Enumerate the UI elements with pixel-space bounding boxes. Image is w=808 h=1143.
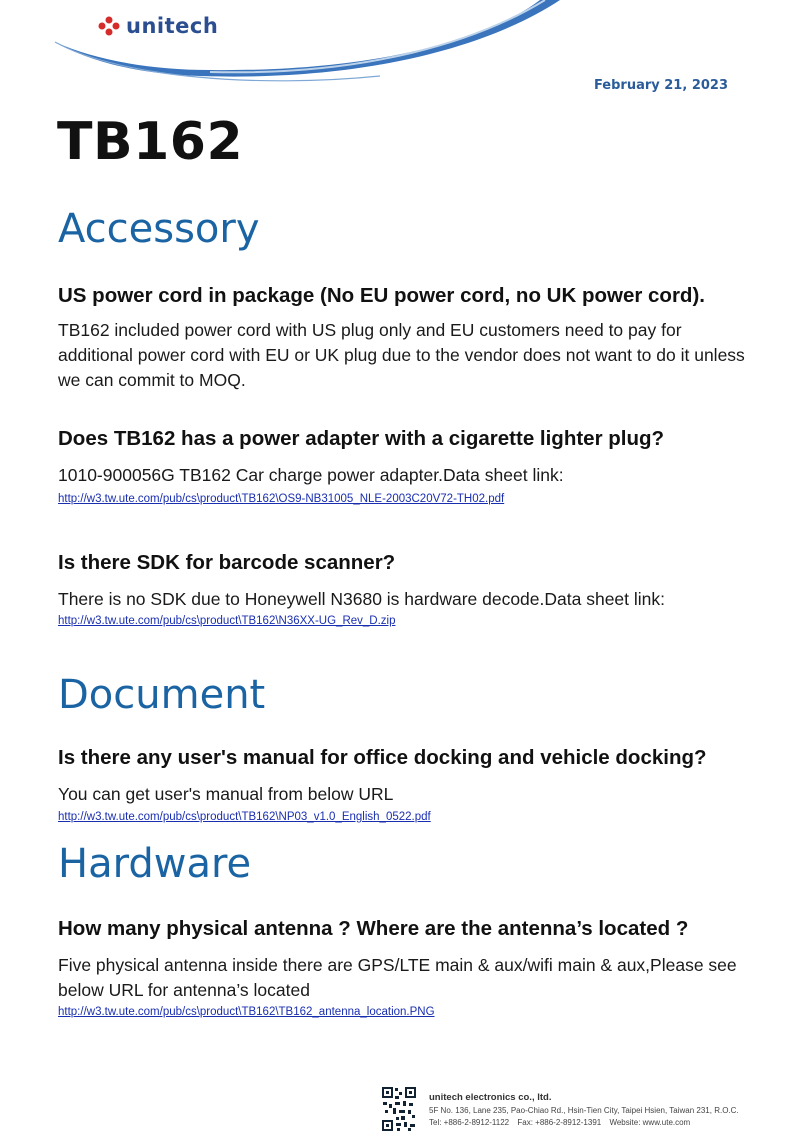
document-date: February 21, 2023 (593, 78, 728, 93)
footer-contact-line (429, 1117, 739, 1129)
page-footer (381, 1086, 739, 1132)
footer-address: 5F No. 136, Lane 235, Pao-Chiao Rd., Hsin-Tien City, Taipei Hsien, Taiwan 231, R.O.C. (429, 1106, 739, 1115)
page-title: TB162 (57, 112, 244, 172)
link-car-adapter-datasheet[interactable]: http://w3.tw.ute.com/pub/cs\product\TB162\OS9-NB31005_NLE-2003C20V72-TH02.pdf (58, 493, 505, 505)
link-antenna-location[interactable]: http://w3.tw.ute.com/pub/cs\product\TB162\TB162_antenna_location.PNG (58, 1006, 435, 1018)
footer-fax: Fax: +886-2-8912-1391 (517, 1118, 602, 1127)
footer-company: unitech electronics co., ltd. (429, 1092, 552, 1103)
company-logo (96, 14, 218, 38)
section-heading-hardware: Hardware (58, 841, 252, 887)
answer-docking-manual: You can get user's manual from below URL (58, 784, 394, 804)
link-barcode-datasheet[interactable]: http://w3.tw.ute.com/pub/cs\product\TB162\N36XX-UG_Rev_D.zip (58, 615, 396, 627)
answer-antenna: Five physical antenna inside there are GPS/LTE main & aux/wifi main & aux,Please see below URL for antenna’s located (58, 955, 737, 1000)
unitech-logo-icon (96, 15, 122, 37)
footer-contact-block (429, 1092, 739, 1129)
logo-wordmark: unitech (126, 14, 219, 38)
qr-code-icon (381, 1086, 417, 1132)
question-barcode-sdk: Is there SDK for barcode scanner? (58, 551, 396, 574)
link-docking-manual[interactable]: http://w3.tw.ute.com/pub/cs\product\TB162\NP03_v1.0_English_0522.pdf (58, 811, 431, 823)
question-car-adapter: Does TB162 has a power adapter with a cigarette lighter plug? (58, 427, 665, 450)
answer-car-adapter: 1010-900056G TB162 Car charge power adapter.Data sheet link: (58, 465, 564, 485)
question-docking-manual: Is there any user's manual for office docking and vehicle docking? (58, 746, 707, 769)
answer-power-cord: TB162 included power cord with US plug only and EU customers need to pay for additional power cord with EU or UK plug due to the vendor does not want to do it unless we can commit to MOQ. (58, 320, 745, 390)
question-power-cord: US power cord in package (No EU power cord, no UK power cord). (58, 284, 705, 307)
footer-tel: Tel: +886-2-8912-1122 (429, 1118, 510, 1127)
answer-barcode-sdk: There is no SDK due to Honeywell N3680 is hardware decode.Data sheet link: (58, 589, 666, 609)
question-antenna: How many physical antenna ? Where are the antenna’s located ? (58, 917, 689, 940)
section-heading-document: Document (58, 672, 266, 718)
footer-website: Website: www.ute.com (609, 1118, 691, 1127)
section-heading-accessory: Accessory (58, 206, 260, 252)
